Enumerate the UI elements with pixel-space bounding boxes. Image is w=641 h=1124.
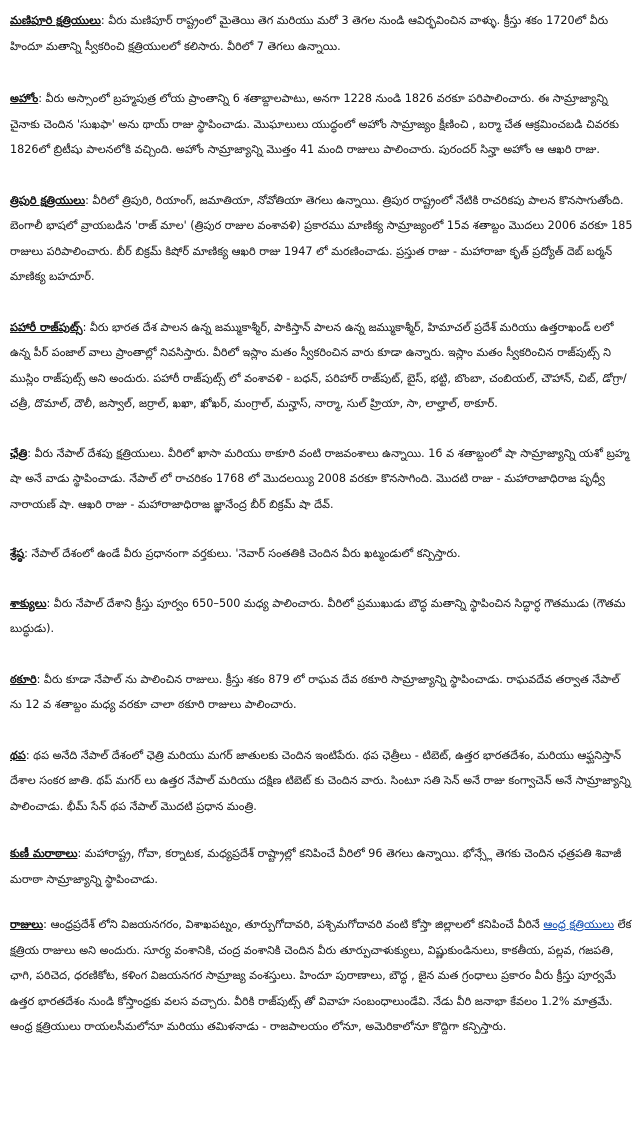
entry-text: : నేపాల్ దేశంలో ఉండే వీరు ప్రధానంగా వర్తకులు. 'నెవార్ సంతతికి చెందిన వీరు ఖట్మండులో కన్పిస్తారు. bbox=[24, 547, 461, 560]
entry-term: త్రిపురి క్షత్రియులు bbox=[10, 193, 86, 207]
entry-term: థప bbox=[10, 748, 26, 762]
entry-shrestha bbox=[10, 541, 633, 567]
entry-term: శాక్యులు bbox=[10, 596, 47, 610]
entry-shakya bbox=[10, 591, 633, 642]
andhra-kshatriyas-link[interactable]: ఆంధ్ర క్షత్రియులు bbox=[543, 918, 615, 931]
entry-text-before-link: : ఆంధ్రప్రదేశ్ లోని విజయనగరం, విశాఖపట్నం, తూర్పుగోదావరి, పశ్చిమగోదావరి వంటి కోస్తా జిల్లాలలో కనిపించే వీరినే bbox=[43, 918, 544, 931]
entry-text: : మహారాష్ట్ర, గోవా, కర్నాటక, మధ్యప్రదేశ్ రాష్ట్రాల్లో కనిపించే వీరిలో 96 తెగలు ఉన్నాయి. భోన్స్లే తెగకు చెందిన ఛత్రపతి శివాజీ మరాఠా సామ్రాజ్యాన్ని స్థాపించాడు. bbox=[10, 847, 622, 886]
entry-tripuri-kshatriyas bbox=[10, 188, 633, 290]
entry-term: అహోం bbox=[10, 92, 39, 105]
entry-term: ఛేత్రి bbox=[10, 446, 28, 460]
entry-text: : వీరు నేపాల్ దేశపు క్షత్రియులు. వీరిలో ఖాసా మరియు ఠాకూరి వంటి రాజవంశాలు ఉన్నాయి. 16 వ శతాబ్దంలో షా సామ్రాజ్యాన్ని యశో బ్రహ్మ షా అనే వాడు స్థాపించాడు. నేపాల్ లో రాచరికం 1768 లో మొదలయ్యి 2008 వరకూ కొనసాగింది. మొదటి రాజు - మహారాజాధిరాజ పృధ్వీ నారాయణ్ షా. ఆఖరి రాజు - మహారాజాధిరాజ జ్ఞానేంద్ర బీర్ బిక్రమ్ షా దేవ్. bbox=[10, 446, 630, 511]
entry-text: : వీరు మణిపూర్ రాష్ట్రంలో మైతెయి తెగ మరియు మరో 3 తెగల నుండి ఆవిర్భవించిన వాళ్ళు. క్రీస్తు శకం 1720లో వీరు హిందూ మతాన్ని స్వీకరించి క్షత్రియులలో కలిసారు. వీరిలో 7 తెగలు ఉన్నాయి. bbox=[10, 14, 609, 53]
entry-term: శ్రేష్ఠ bbox=[10, 547, 25, 560]
entry-term: కుణీ మరాఠాలు bbox=[10, 847, 78, 860]
entry-thakuri bbox=[10, 667, 633, 718]
entry-text-after-link: లేక క్షత్రియ రాజులు అని అందురు. సూర్య వంశానికి, చంద్ర వంశానికి చెందిన వీరు తూర్పుచాళుక్యులు, విష్ణుకుండినులు, కాకతీయ, పల్లవ, గజపతి, ఛాగి, పరిచెద, ధరణికోట, కళింగ విజయనగర సామ్రాజ్య వంశస్తులు. హిందూ పురాణాలు, బౌద్ధ , జైన మత గ్రంధాలు ప్రకారం వీరు క్రీస్తు పూర్వమే ఉత్తర భారతదేశం నుండి కోస్తాంధ్రకు వలస వచ్చారు. వీరికి రాజ్‌పుట్స్ తో వివాహ సంబంధాలుండేవి. నేడు వీరి జనాభా కేవలం 1.2% మాత్రమే. ఆంధ్ర క్షత్రియులు రాయలసీమలోనూ మరియు తమిళనాడు - రాజపాలయం లోనూ, అమెరికాలోనూ కొద్దిగా కన్పిస్తారు. bbox=[10, 918, 632, 1033]
entry-text: : వీరు భారత దేశ పాలన ఉన్న జమ్ముకాశ్మీర్, పాకిస్తాన్ పాలన ఉన్న జమ్ముకాశ్మీర్, హిమాచల్ ప్రదేశ్ మరియు ఉత్తరాఖండ్ లలో ఉన్న పీర్ పంజాల్ వాలు ప్రాంతాల్లో నివసిస్తారు. వీరిలో ఇస్లాం మతం స్వీకరించిన వారు కూడా ఉన్నారు. ఇస్లాం మతం స్వీకరించిన రాజ్‌పుట్స్ ని ముస్లిం రాజ్‌పుట్స్ అని అందురు. పహారీ రాజ్‌పుట్స్ లో వంశావళి - బధన్, పరిహార్ రాజ్‌పుట్, బైస్, భట్టి, బొంబా, చంబియల్, చౌహాన్, చిబ్, డోగ్రా/చత్రీ, దొమాల్, దౌలీ, జస్వాల్, జర్రాల్, ఖఖా, ఖోఖర్, మంగ్రాల్, మన్హాస్, నార్మా, సుల్ హ్రియా, సా, లాల్హాల్, ఠాకూర్. bbox=[10, 320, 627, 410]
entry-text: : థప అనేది నేపాల్ దేశంలో ఛెత్రి మరియు మగర్ జాతులకు చెందిన ఇంటిపేరు. థప ఛెత్రీలు - టిబెట్, ఉత్తర భారతదేశం, మరియు ఆఫ్ఘనిస్తాన్ దేశాల సంకర జాతి. థప్ మగర్ లు ఉత్తర నేపాల్ మరియు దక్షిణ టిబెట్ కు చెందిన వారు. సింటూ సతి సెన్ అనే రాజు కంగ్వాచెన్ అనే సామ్రాజ్యాన్ని పాలించాడు. భీమ్ సేన్ థప నేపాల్ మొదటి ప్రధాన మంత్రి. bbox=[10, 748, 631, 813]
entry-text: : వీరు కూడా నేపాల్ ను పాలించిన రాజులు. క్రీస్తు శకం 879 లో రాఘవ దేవ ఠకూరి సామ్రాజ్యాన్ని స్థాపించాడు. రాఘవదేవ తర్వాత నేపాల్ ను 12 వ శతాబ్దం మధ్య వరకూ చాలా ఠకూరి రాజులు పాలించారు. bbox=[10, 672, 620, 711]
entry-term: రాజులు bbox=[10, 918, 44, 931]
entry-term: మణిపూరి క్షత్రియులు bbox=[10, 14, 101, 27]
entry-manipuri-kshatriyas bbox=[10, 8, 633, 59]
entry-term: పహారీ రాజ్‌పుట్స్ bbox=[10, 320, 83, 334]
entry-chhetri bbox=[10, 441, 633, 518]
entry-thapa bbox=[10, 743, 633, 820]
entry-text: : వీరు నేపాల్ దేశాని క్రీస్తు పూర్వం 650–500 మధ్య పాలించారు. వీరిలో ప్రముఖుడు బౌద్ధ మతాన్ని స్థాపించిన సిద్ధార్ధ గౌతముడు (గౌతమ బుద్ధుడు). bbox=[10, 596, 626, 635]
entry-text: : వీరు అస్సాంలో బ్రహ్మపుత్ర లోయ ప్రాంతాన్ని 6 శతాబ్దాలపాటు, అనగా 1228 నుండి 1826 వరకూ పరిపాలించారు. ఈ సామ్రాజ్యాన్ని చైనాకు చెందిన 'సుఖఫా' అను థాయ్ రాజు స్థాపించాడు. మొఘాలులు యుద్ధంలో అహోం సామ్రాజ్యం క్షీణించి , బర్మా చేత ఆక్రమించబడి చివరకు 1826లో బ్రిటీషు పాలనలోకి వచ్చింది. అహోం సామ్రాజ్యాన్ని మొత్తం 41 మంది రాజులు పాలించారు. పురందర్ సిన్హా అహోం ఆ ఆఖరి రాజు. bbox=[10, 92, 620, 156]
entry-rajulu bbox=[10, 912, 633, 1040]
entry-term: ఠకూరి bbox=[10, 672, 37, 686]
entry-text: : వీరిలో త్రిపురి, రియాంగ్, జమాతియా, నోవోతియా తెగలు ఉన్నాయి. త్రిపుర రాష్ట్రంలో నేటికి రాచరికపు పాలన కొనసాగుతోంది. బెంగాలీ భాషలో వ్రాయబడిన 'రాజ్ మాల' (త్రిపుర రాజుల వంశావళి) ప్రకారము మాణిక్య సామ్రాజ్యంలో 15వ శతాబ్దం మొదలు 2006 వరకూ 185 రాజులు పరిపాలించారు. బీర్ బిక్రమ్ కిషోర్ మాణిక్య ఆఖరి రాజు 1947 లో మరణించాడు. ప్రస్తుత రాజు - మహారాజా కృత్ ప్రద్యోత్ దెబ్ బర్మన్ మాణిక్య బహదూర్. bbox=[10, 193, 633, 283]
entry-pahari-rajputs bbox=[10, 315, 633, 417]
entry-kunbi-marathas bbox=[10, 841, 633, 892]
entry-ahom bbox=[10, 86, 633, 163]
